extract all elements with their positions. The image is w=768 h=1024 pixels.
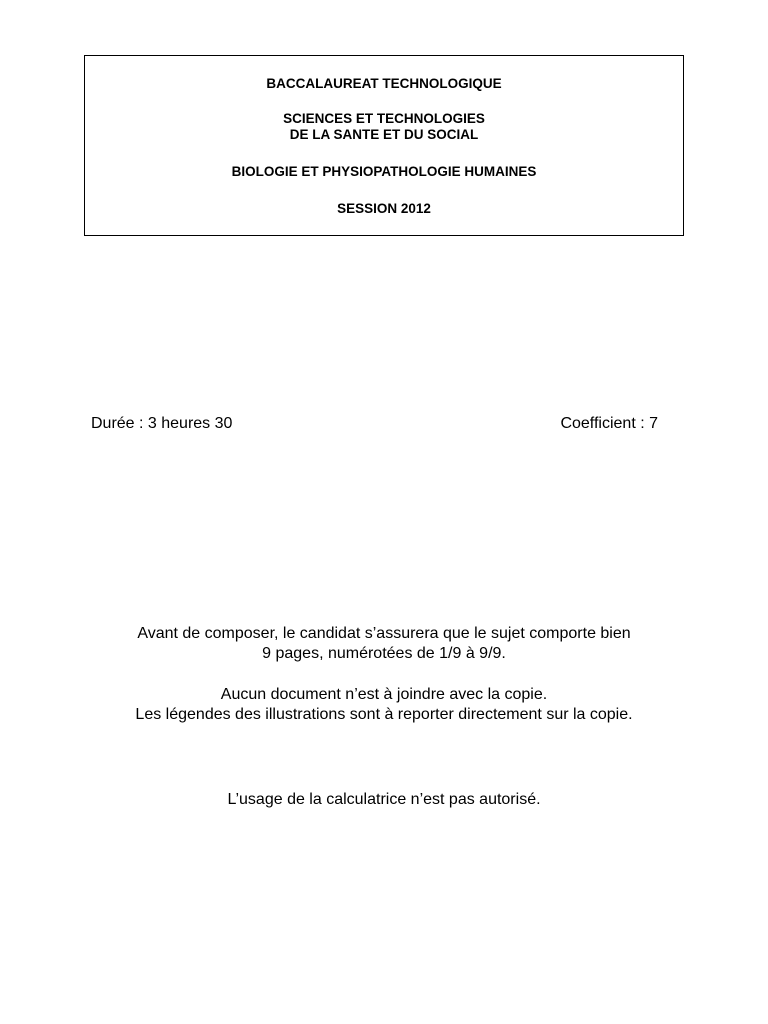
exam-duration: Durée : 3 heures 30 xyxy=(91,415,233,432)
page-count-line-2: 9 pages, numérotées de 1/9 à 9/9. xyxy=(262,645,506,662)
page-count-instruction xyxy=(84,624,684,664)
exam-header-box xyxy=(84,55,684,236)
exam-coefficient: Coefficient : 7 xyxy=(560,415,658,432)
document-line-1: Aucun document n’est à joindre avec la copie. xyxy=(220,686,548,703)
calculator-instruction xyxy=(84,790,684,810)
exam-session: SESSION 2012 xyxy=(337,201,431,216)
exam-series-line-1: SCIENCES ET TECHNOLOGIES xyxy=(283,111,485,126)
document-instruction xyxy=(84,685,684,725)
exam-series-line-2: DE LA SANTE ET DU SOCIAL xyxy=(289,127,479,142)
calculator-line: L’usage de la calculatrice n’est pas autorisé. xyxy=(227,791,541,808)
exam-title: BACCALAUREAT TECHNOLOGIQUE xyxy=(266,76,502,91)
exam-subject: BIOLOGIE ET PHYSIOPATHOLOGIE HUMAINES xyxy=(231,164,537,179)
document-line-2: Les légendes des illustrations sont à reporter directement sur la copie. xyxy=(135,706,633,723)
page-count-line-1: Avant de composer, le candidat s’assurera que le sujet comporte bien xyxy=(137,625,631,642)
